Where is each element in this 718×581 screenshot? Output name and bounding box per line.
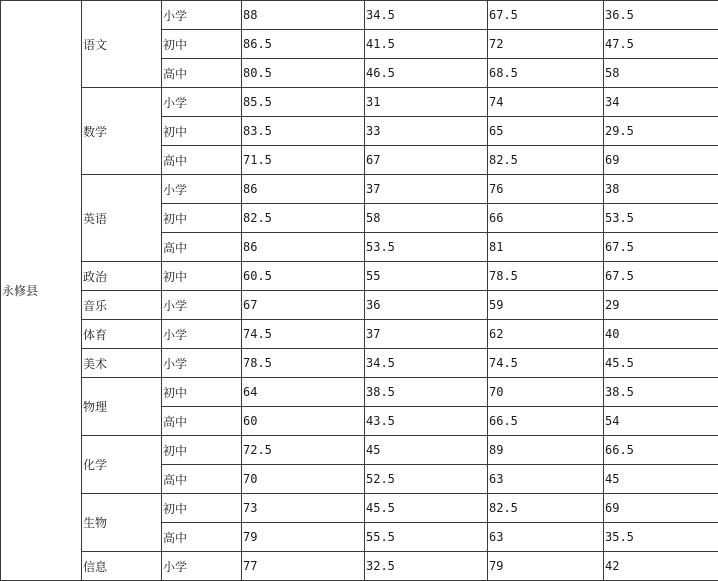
- score-cell: 34.5: [365, 349, 488, 378]
- score-cell: 67.5: [604, 233, 718, 262]
- score-cell: 45: [604, 465, 718, 494]
- table-body: [1, 1, 718, 581]
- score-cell: 67: [242, 291, 365, 320]
- score-cell: 60: [242, 407, 365, 436]
- subject-cell: 数学: [82, 88, 162, 175]
- level-cell: 初中: [162, 494, 242, 523]
- score-cell: 46.5: [365, 59, 488, 88]
- score-cell: 37: [365, 175, 488, 204]
- level-cell: 小学: [162, 320, 242, 349]
- table-row: [1, 494, 718, 523]
- level-cell: 初中: [162, 436, 242, 465]
- subject-cell: 信息: [82, 552, 162, 581]
- county-cell: 永修县: [1, 1, 82, 581]
- score-cell: 74: [488, 88, 604, 117]
- level-cell: 初中: [162, 117, 242, 146]
- score-cell: 45: [365, 436, 488, 465]
- score-cell: 55: [365, 262, 488, 291]
- level-cell: 小学: [162, 88, 242, 117]
- score-cell: 47.5: [604, 30, 718, 59]
- score-cell: 45.5: [365, 494, 488, 523]
- score-cell: 67.5: [604, 262, 718, 291]
- score-cell: 36: [365, 291, 488, 320]
- score-cell: 33: [365, 117, 488, 146]
- level-cell: 初中: [162, 378, 242, 407]
- score-cell: 82.5: [242, 204, 365, 233]
- score-cell: 85.5: [242, 88, 365, 117]
- score-cell: 59: [488, 291, 604, 320]
- score-cell: 32.5: [365, 552, 488, 581]
- score-cell: 35.5: [604, 523, 718, 552]
- level-cell: 初中: [162, 204, 242, 233]
- subject-cell: 物理: [82, 378, 162, 436]
- table-row: [1, 1, 718, 30]
- level-cell: 小学: [162, 175, 242, 204]
- score-cell: 86.5: [242, 30, 365, 59]
- score-cell: 38.5: [365, 378, 488, 407]
- level-cell: 高中: [162, 465, 242, 494]
- score-cell: 29.5: [604, 117, 718, 146]
- score-cell: 38: [604, 175, 718, 204]
- level-cell: 高中: [162, 59, 242, 88]
- score-cell: 64: [242, 378, 365, 407]
- table-row: [1, 291, 718, 320]
- level-cell: 高中: [162, 523, 242, 552]
- subject-cell: 政治: [82, 262, 162, 291]
- score-cell: 31: [365, 88, 488, 117]
- score-cell: 58: [365, 204, 488, 233]
- level-cell: 初中: [162, 30, 242, 59]
- score-cell: 45.5: [604, 349, 718, 378]
- score-cell: 72.5: [242, 436, 365, 465]
- score-cell: 60.5: [242, 262, 365, 291]
- level-cell: 小学: [162, 552, 242, 581]
- score-cell: 82.5: [488, 146, 604, 175]
- score-cell: 73: [242, 494, 365, 523]
- level-cell: 高中: [162, 407, 242, 436]
- score-cell: 53.5: [365, 233, 488, 262]
- score-cell: 37: [365, 320, 488, 349]
- table-row: [1, 378, 718, 407]
- score-cell: 70: [242, 465, 365, 494]
- score-cell: 63: [488, 523, 604, 552]
- subject-cell: 英语: [82, 175, 162, 262]
- score-cell: 71.5: [242, 146, 365, 175]
- level-cell: 小学: [162, 291, 242, 320]
- score-cell: 55.5: [365, 523, 488, 552]
- score-cell: 89: [488, 436, 604, 465]
- score-cell: 40: [604, 320, 718, 349]
- level-cell: 小学: [162, 1, 242, 30]
- score-cell: 41.5: [365, 30, 488, 59]
- score-cell: 66.5: [488, 407, 604, 436]
- score-cell: 54: [604, 407, 718, 436]
- table-row: [1, 320, 718, 349]
- score-cell: 66: [488, 204, 604, 233]
- table-row: [1, 262, 718, 291]
- score-cell: 63: [488, 465, 604, 494]
- score-cell: 82.5: [488, 494, 604, 523]
- score-cell: 67.5: [488, 1, 604, 30]
- level-cell: 初中: [162, 262, 242, 291]
- score-cell: 68.5: [488, 59, 604, 88]
- score-cell: 83.5: [242, 117, 365, 146]
- subject-cell: 音乐: [82, 291, 162, 320]
- score-cell: 79: [242, 523, 365, 552]
- score-cell: 78.5: [242, 349, 365, 378]
- score-cell: 77: [242, 552, 365, 581]
- table-row: [1, 175, 718, 204]
- score-cell: 34.5: [365, 1, 488, 30]
- score-cell: 43.5: [365, 407, 488, 436]
- score-cell: 86: [242, 175, 365, 204]
- level-cell: 小学: [162, 349, 242, 378]
- score-cell: 66.5: [604, 436, 718, 465]
- score-cell: 78.5: [488, 262, 604, 291]
- score-cell: 65: [488, 117, 604, 146]
- score-cell: 58: [604, 59, 718, 88]
- score-cell: 80.5: [242, 59, 365, 88]
- table-row: [1, 436, 718, 465]
- table-row: [1, 349, 718, 378]
- score-cell: 74.5: [488, 349, 604, 378]
- score-cell: 53.5: [604, 204, 718, 233]
- score-cell: 72: [488, 30, 604, 59]
- score-cell: 88: [242, 1, 365, 30]
- score-cell: 38.5: [604, 378, 718, 407]
- score-cell: 42: [604, 552, 718, 581]
- score-cell: 62: [488, 320, 604, 349]
- subject-cell: 美术: [82, 349, 162, 378]
- score-cell: 69: [604, 146, 718, 175]
- score-cell: 76: [488, 175, 604, 204]
- subject-cell: 生物: [82, 494, 162, 552]
- score-cell: 79: [488, 552, 604, 581]
- level-cell: 高中: [162, 146, 242, 175]
- score-cell: 86: [242, 233, 365, 262]
- level-cell: 高中: [162, 233, 242, 262]
- subject-cell: 体育: [82, 320, 162, 349]
- subject-cell: 语文: [82, 1, 162, 88]
- score-cell: 34: [604, 88, 718, 117]
- subject-cell: 化学: [82, 436, 162, 494]
- score-cell: 81: [488, 233, 604, 262]
- score-cell: 29: [604, 291, 718, 320]
- score-cell: 52.5: [365, 465, 488, 494]
- table-row: [1, 88, 718, 117]
- score-cell: 70: [488, 378, 604, 407]
- score-cell: 67: [365, 146, 488, 175]
- table-row: [1, 552, 718, 581]
- score-cell: 74.5: [242, 320, 365, 349]
- score-cell: 36.5: [604, 1, 718, 30]
- score-cell: 69: [604, 494, 718, 523]
